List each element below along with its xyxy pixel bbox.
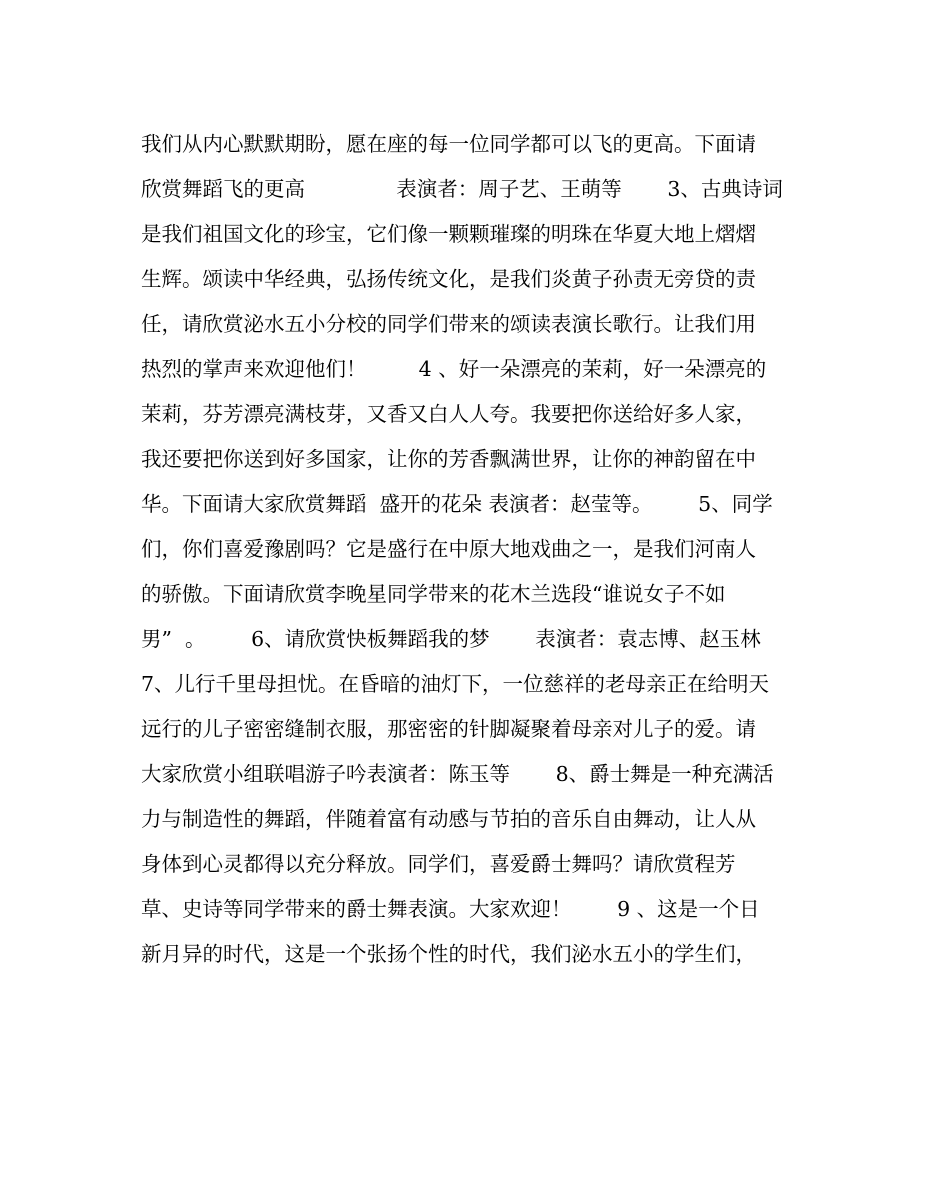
text-line: 是我们祖国文化的珍宝，它们像一颗颗璀璨的明珠在华夏大地上熠熠 [141,222,756,246]
text-line: 任，请欣赏泌水五小分校的同学们带来的颂读表演长歌行。让我们用 [141,312,756,336]
text-line: 热烈的掌声来欢迎他们！ 4 、好一朵漂亮的茉莉，好一朵漂亮的 [141,357,767,381]
text-line: 的骄傲。下面请欣赏李晚星同学带来的花木兰选段“谁说女子不如 [141,582,726,606]
text-line: 男” 。 6、请欣赏快板舞蹈我的梦 表演者：袁志博、赵玉林 [141,627,761,651]
text-line: 新月异的时代，这是一个张扬个性的时代，我们泌水五小的学生们， [141,942,756,966]
text-line: 欣赏舞蹈飞的更高 表演者：周子艺、王萌等 3、古典诗词 [141,177,783,201]
text-line: 华。下面请大家欣赏舞蹈 盛开的花朵 表演者：赵莹等。 5、同学 [141,492,773,516]
document-body [141,122,821,977]
text-line: 茉莉，芬芳漂亮满枝芽，又香又白人人夸。我要把你送给好多人家， [141,402,756,426]
text-line: 我还要把你送到好多国家，让你的芳香飘满世界，让你的神韵留在中 [141,447,756,471]
text-line: 生辉。颂读中华经典，弘扬传统文化，是我们炎黄子孙责无旁贷的责 [141,267,756,291]
text-line: 们，你们喜爱豫剧吗？它是盛行在中原大地戏曲之一，是我们河南人 [141,537,756,561]
text-line: 草、史诗等同学带来的爵士舞表演。大家欢迎！ 9 、这是一个日 [141,897,760,921]
text-line: 远行的儿子密密缝制衣服，那密密的针脚凝聚着母亲对儿子的爱。请 [141,717,756,741]
text-line: 我们从内心默默期盼，愿在座的每一位同学都可以飞的更高。下面请 [141,132,756,156]
text-line: 大家欣赏小组联唱游子吟表演者：陈玉等 8、爵士舞是一种充满活 [141,762,774,786]
text-line: 7、儿行千里母担忧。在昏暗的油灯下，一位慈祥的老母亲正在给明天 [141,672,770,696]
text-line: 力与制造性的舞蹈，伴随着富有动感与节拍的音乐自由舞动，让人从 [141,807,756,831]
text-line: 身体到心灵都得以充分释放。同学们，喜爱爵士舞吗？请欣赏程芳 [141,852,736,876]
